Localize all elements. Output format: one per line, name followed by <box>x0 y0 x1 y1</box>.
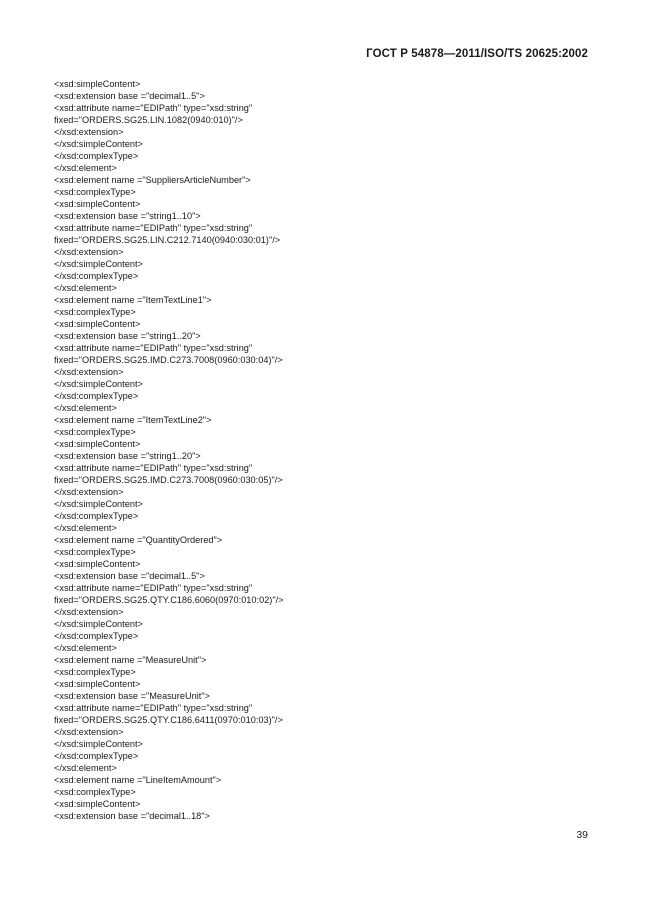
code-line: fixed="ORDERS.SG25.IMD.C273.7008(0960:030:05)"/> <box>54 475 283 485</box>
code-line: </xsd:complexType> <box>54 391 139 401</box>
code-line: <xsd:attribute name="EDIPath" type="xsd:string" <box>54 463 253 473</box>
xsd-code-listing <box>54 78 594 822</box>
code-line: fixed="ORDERS.SG25.QTY.C186.6411(0970:010:03)"/> <box>54 715 283 725</box>
code-line: <xsd:complexType> <box>54 307 136 317</box>
code-line: </xsd:complexType> <box>54 151 139 161</box>
code-line: <xsd:element name ="QuantityOrdered"> <box>54 535 223 545</box>
code-line: <xsd:element name ="SuppliersArticleNumber"> <box>54 175 251 185</box>
code-line: <xsd:element name ="ItemTextLine2"> <box>54 415 212 425</box>
code-line: <xsd:simpleContent> <box>54 559 141 569</box>
code-line: </xsd:simpleContent> <box>54 379 143 389</box>
code-line: </xsd:simpleContent> <box>54 139 143 149</box>
code-line: <xsd:simpleContent> <box>54 199 141 209</box>
code-line: fixed="ORDERS.SG25.LIN.1082(0940:010)"/> <box>54 115 243 125</box>
code-line: </xsd:simpleContent> <box>54 739 143 749</box>
code-line: </xsd:element> <box>54 643 117 653</box>
code-line: </xsd:complexType> <box>54 631 139 641</box>
code-line: </xsd:extension> <box>54 487 124 497</box>
code-line: fixed="ORDERS.SG25.IMD.C273.7008(0960:030:04)"/> <box>54 355 283 365</box>
code-line: <xsd:attribute name="EDIPath" type="xsd:string" <box>54 103 253 113</box>
code-line: <xsd:element name ="ItemTextLine1"> <box>54 295 212 305</box>
code-line: </xsd:extension> <box>54 247 124 257</box>
code-line: <xsd:extension base ="MeasureUnit"> <box>54 691 210 701</box>
code-line: </xsd:simpleContent> <box>54 259 143 269</box>
code-line: <xsd:extension base ="decimal1..5"> <box>54 571 205 581</box>
code-line: </xsd:complexType> <box>54 271 139 281</box>
code-line: <xsd:attribute name="EDIPath" type="xsd:string" <box>54 223 253 233</box>
code-line: <xsd:attribute name="EDIPath" type="xsd:string" <box>54 703 253 713</box>
code-line: </xsd:element> <box>54 403 117 413</box>
document-header: ГОСТ Р 54878—2011/ISO/TS 20625:2002 <box>366 48 588 60</box>
code-line: <xsd:simpleContent> <box>54 79 141 89</box>
code-line: <xsd:attribute name="EDIPath" type="xsd:string" <box>54 343 253 353</box>
code-line: </xsd:simpleContent> <box>54 499 143 509</box>
code-line: fixed="ORDERS.SG25.LIN.C212.7140(0940:030:01)"/> <box>54 235 281 245</box>
code-line: <xsd:simpleContent> <box>54 319 141 329</box>
code-line: <xsd:extension base ="decimal1..5"> <box>54 91 205 101</box>
code-line: </xsd:extension> <box>54 607 124 617</box>
code-line: </xsd:element> <box>54 523 117 533</box>
code-line: </xsd:complexType> <box>54 751 139 761</box>
code-line: </xsd:complexType> <box>54 511 139 521</box>
code-line: </xsd:simpleContent> <box>54 619 143 629</box>
code-line: <xsd:simpleContent> <box>54 439 141 449</box>
code-line: <xsd:extension base ="string1..10"> <box>54 211 201 221</box>
code-line: </xsd:element> <box>54 763 117 773</box>
code-line: fixed="ORDERS.SG25.QTY.C186.6060(0970:010:02)"/> <box>54 595 284 605</box>
code-line: <xsd:complexType> <box>54 547 136 557</box>
code-line: <xsd:complexType> <box>54 427 136 437</box>
code-line: </xsd:extension> <box>54 127 124 137</box>
code-line: </xsd:extension> <box>54 367 124 377</box>
page-number: 39 <box>576 829 588 841</box>
code-line: </xsd:element> <box>54 163 117 173</box>
code-line: <xsd:element name ="MeasureUnit"> <box>54 655 207 665</box>
code-line: <xsd:simpleContent> <box>54 799 141 809</box>
code-line: </xsd:element> <box>54 283 117 293</box>
code-line: <xsd:complexType> <box>54 187 136 197</box>
code-line: <xsd:simpleContent> <box>54 679 141 689</box>
code-line: <xsd:element name ="LineItemAmount"> <box>54 775 222 785</box>
code-line: <xsd:complexType> <box>54 667 136 677</box>
code-line: <xsd:extension base ="decimal1..18"> <box>54 811 210 821</box>
code-line: <xsd:extension base ="string1..20"> <box>54 451 201 461</box>
code-line: <xsd:complexType> <box>54 787 136 797</box>
code-line: <xsd:attribute name="EDIPath" type="xsd:string" <box>54 583 253 593</box>
code-line: <xsd:extension base ="string1..20"> <box>54 331 201 341</box>
code-line: </xsd:extension> <box>54 727 124 737</box>
